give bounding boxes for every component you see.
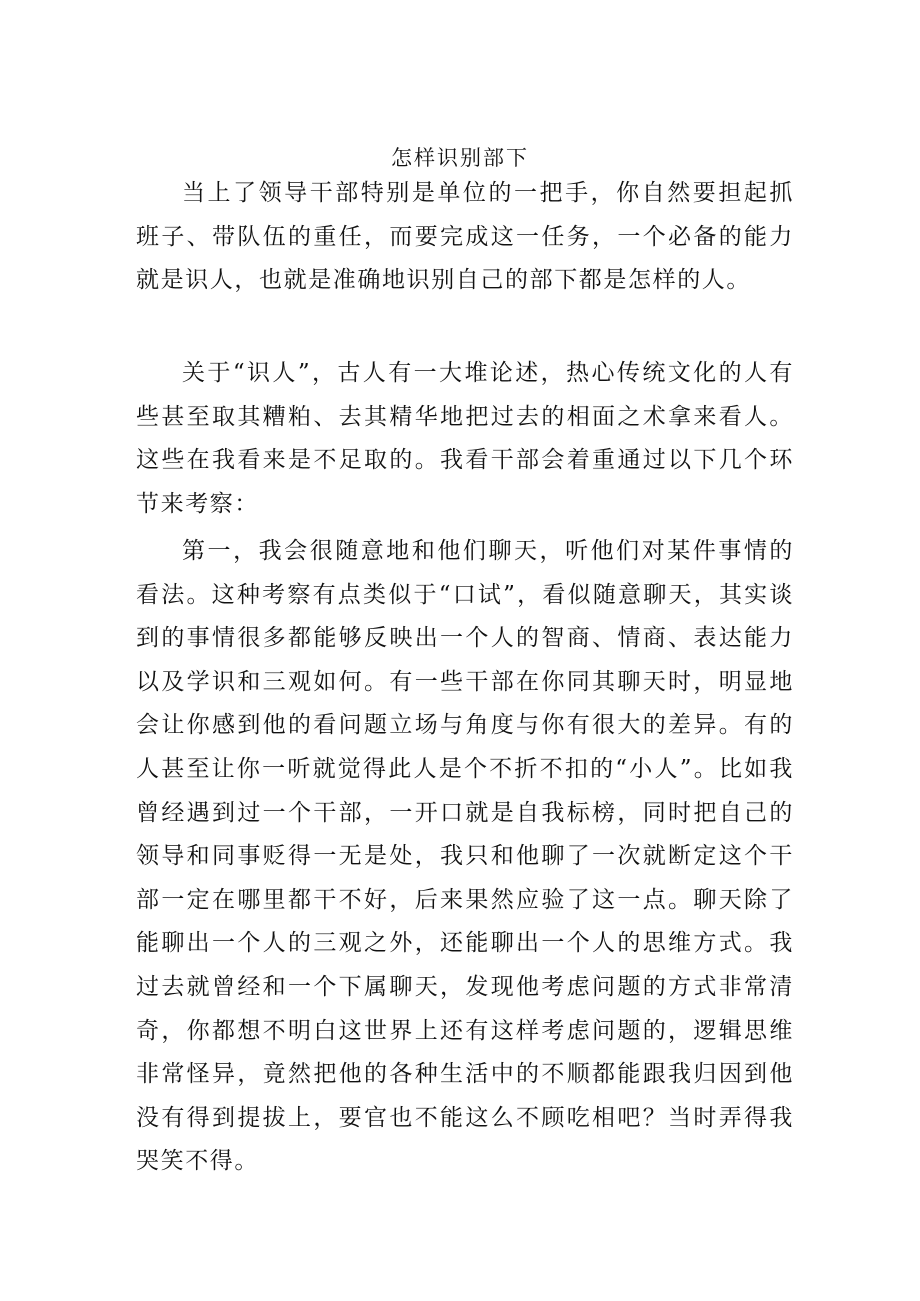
paragraph-3: 第一，我会很随意地和他们聊天，听他们对某件事情的看法。这种考察有点类似于“口试”，看似随意聊天，其实谈到的事情很多都能够反映出一个人的智商、情商、表达能力以及学识和三观如何。有一些干部在你同其聊天时，明显地会让你感到他的看问题立场与角度与你有很大的差异。有的人甚至让你一听就觉得此人是个不折不扣的“小人”。比如我曾经遇到过一个干部，一开口就是自我标榜，同时把自己的领导和同事贬得一无是处，我只和他聊了一次就断定这个干部一定在哪里都干不好，后来果然应验了这一点。聊天除了能聊出一个人的三观之外，还能聊出一个人的思维方式。我过去就曾经和一个下属聊天，发现他考虑问题的方式非常清奇，你都想不明白这世界上还有这样考虑问题的，逻辑思维非常怪异，竟然把他的各种生活中的不顺都能跟我归因到他没有得到提拔上，要官也不能这么不顾吃相吧？当时弄得我哭笑不得。 [136,538,794,1175]
paragraph-2: 关于“识人”，古人有一大堆论述，热心传统文化的人有些甚至取其糟粕、去其精华地把过去的相面之术拿来看人。这些在我看来是不足取的。我看干部会着重通过以下几个环节来考察： [136,360,794,517]
page-title: 怎样识别部下 [391,146,529,170]
paragraph-1: 当上了领导干部特别是单位的一把手，你自然要担起抓班子、带队伍的重任，而要完成这一任务，一个必备的能力就是识人，也就是准确地识别自己的部下都是怎样的人。 [136,180,794,294]
